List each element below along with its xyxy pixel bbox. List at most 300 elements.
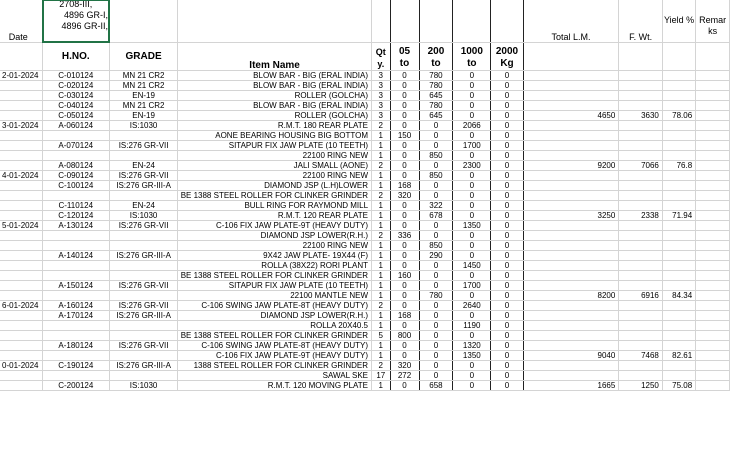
cell-hno[interactable]: C-050124: [42, 111, 110, 121]
cell-hno[interactable]: [42, 331, 110, 341]
cell-grade[interactable]: [110, 151, 178, 161]
cell-date[interactable]: [0, 201, 42, 211]
cell-hno[interactable]: [42, 231, 110, 241]
cell-range-200[interactable]: 0: [419, 131, 453, 141]
cell-range-05[interactable]: 0: [390, 351, 419, 361]
cell-item-name[interactable]: 22100 RING NEW: [178, 171, 372, 181]
cell-hno[interactable]: [42, 351, 110, 361]
cell-item-name[interactable]: ROLLER (GOLCHA): [178, 91, 372, 101]
cell-total-lm[interactable]: [523, 311, 619, 321]
cell-remarks[interactable]: [696, 331, 730, 341]
cell-range-1000[interactable]: 1700: [453, 281, 491, 291]
cell-range-05[interactable]: 0: [390, 111, 419, 121]
cell-date[interactable]: [0, 261, 42, 271]
cell-qty[interactable]: 1: [372, 341, 391, 351]
cell-item-name[interactable]: SAWAL SKE: [178, 371, 372, 381]
cell-range-200[interactable]: 0: [419, 141, 453, 151]
cell-hno[interactable]: [42, 271, 110, 281]
cell-qty[interactable]: 2: [372, 121, 391, 131]
cell-grade[interactable]: EN-19: [110, 91, 178, 101]
cell-qty[interactable]: 1: [372, 241, 391, 251]
cell-range-1000[interactable]: 2066: [453, 121, 491, 131]
header-total-lm[interactable]: Total L.M.: [523, 0, 619, 43]
cell-qty[interactable]: 1: [372, 351, 391, 361]
cell-hno[interactable]: [42, 261, 110, 271]
cell-grade[interactable]: IS:1030: [110, 381, 178, 391]
cell-remarks[interactable]: [696, 381, 730, 391]
cell-qty[interactable]: 1: [372, 141, 391, 151]
cell-item-name[interactable]: 22100 RING NEW: [178, 151, 372, 161]
cell-item-name[interactable]: R.M.T. 120 REAR PLATE: [178, 211, 372, 221]
cell-yield[interactable]: [662, 311, 695, 321]
cell-total-lm[interactable]: 8200: [523, 291, 619, 301]
cell-hno[interactable]: C-100124: [42, 181, 110, 191]
header2-empty-date[interactable]: [0, 43, 42, 71]
cell-range-05[interactable]: 0: [390, 381, 419, 391]
cell-range-05[interactable]: 0: [390, 161, 419, 171]
cell-remarks[interactable]: [696, 311, 730, 321]
header-range-2000[interactable]: [491, 43, 523, 71]
cell-remarks[interactable]: [696, 291, 730, 301]
cell-grade[interactable]: EN-24: [110, 161, 178, 171]
cell-range-200[interactable]: 0: [419, 221, 453, 231]
header-item-name[interactable]: Item Name: [178, 43, 372, 71]
cell-range-1000[interactable]: 0: [453, 291, 491, 301]
cell-remarks[interactable]: [696, 251, 730, 261]
cell-fwt[interactable]: [619, 321, 663, 331]
cell-item-name[interactable]: C-106 SWING JAW PLATE-8T (HEAVY DUTY): [178, 341, 372, 351]
cell-item-name[interactable]: C-106 SWING JAW PLATE-8T (HEAVY DUTY): [178, 301, 372, 311]
cell-remarks[interactable]: [696, 201, 730, 211]
cell-hno[interactable]: [42, 371, 110, 381]
cell-total-lm[interactable]: [523, 281, 619, 291]
cell-fwt[interactable]: [619, 271, 663, 281]
cell-total-lm[interactable]: [523, 331, 619, 341]
cell-remarks[interactable]: [696, 151, 730, 161]
cell-range-200[interactable]: 0: [419, 191, 453, 201]
cell-range-200[interactable]: 0: [419, 281, 453, 291]
header-fwt[interactable]: F. Wt.: [619, 0, 663, 43]
cell-yield[interactable]: [662, 231, 695, 241]
cell-range-1000[interactable]: 0: [453, 151, 491, 161]
cell-range-200[interactable]: 780: [419, 71, 453, 81]
cell-hno[interactable]: A-130124: [42, 221, 110, 231]
cell-total-lm[interactable]: [523, 81, 619, 91]
cell-range-200[interactable]: 645: [419, 111, 453, 121]
cell-qty[interactable]: 2: [372, 231, 391, 241]
cell-range-2000[interactable]: 0: [491, 221, 523, 231]
cell-remarks[interactable]: [696, 321, 730, 331]
cell-range-2000[interactable]: 0: [491, 171, 523, 181]
header-empty-grade[interactable]: [110, 0, 178, 43]
cell-range-05[interactable]: 0: [390, 211, 419, 221]
cell-yield[interactable]: [662, 221, 695, 231]
cell-range-1000[interactable]: 0: [453, 251, 491, 261]
cell-fwt[interactable]: [619, 341, 663, 351]
cell-range-2000[interactable]: 0: [491, 181, 523, 191]
cell-range-200[interactable]: 0: [419, 321, 453, 331]
cell-total-lm[interactable]: [523, 371, 619, 381]
cell-yield[interactable]: 76.8: [662, 161, 695, 171]
cell-yield[interactable]: [662, 201, 695, 211]
cell-yield[interactable]: 84.34: [662, 291, 695, 301]
cell-remarks[interactable]: [696, 81, 730, 91]
cell-item-name[interactable]: JALI SMALL (AONE): [178, 161, 372, 171]
cell-grade[interactable]: IS:276 GR-VII: [110, 341, 178, 351]
cell-fwt[interactable]: [619, 71, 663, 81]
cell-range-2000[interactable]: 0: [491, 131, 523, 141]
cell-hno[interactable]: [42, 241, 110, 251]
cell-total-lm[interactable]: [523, 101, 619, 111]
cell-grade[interactable]: IS:276 GR-III-A: [110, 181, 178, 191]
cell-grade[interactable]: [110, 231, 178, 241]
cell-item-name[interactable]: DIAMOND JSP (L.H)LOWER: [178, 181, 372, 191]
cell-item-name[interactable]: 1388 STEEL ROLLER FOR CLINKER GRINDER: [178, 361, 372, 371]
cell-yield[interactable]: [662, 241, 695, 251]
cell-range-1000[interactable]: 0: [453, 101, 491, 111]
cell-range-05[interactable]: 168: [390, 181, 419, 191]
cell-yield[interactable]: [662, 271, 695, 281]
cell-fwt[interactable]: [619, 91, 663, 101]
cell-yield[interactable]: [662, 141, 695, 151]
cell-fwt[interactable]: [619, 101, 663, 111]
cell-range-1000[interactable]: 0: [453, 331, 491, 341]
cell-range-2000[interactable]: 0: [491, 71, 523, 81]
cell-range-200[interactable]: 850: [419, 241, 453, 251]
cell-qty[interactable]: 1: [372, 271, 391, 281]
cell-range-2000[interactable]: 0: [491, 251, 523, 261]
cell-remarks[interactable]: [696, 231, 730, 241]
cell-range-200[interactable]: 850: [419, 151, 453, 161]
cell-hno[interactable]: C-190124: [42, 361, 110, 371]
cell-hno[interactable]: [42, 291, 110, 301]
cell-qty[interactable]: 1: [372, 171, 391, 181]
cell-range-1000[interactable]: 0: [453, 111, 491, 121]
cell-range-05[interactable]: 320: [390, 361, 419, 371]
cell-yield[interactable]: [662, 171, 695, 181]
cell-range-05[interactable]: 0: [390, 171, 419, 181]
cell-date[interactable]: [0, 371, 42, 381]
cell-remarks[interactable]: [696, 91, 730, 101]
cell-range-2000[interactable]: 0: [491, 321, 523, 331]
cell-date[interactable]: [0, 131, 42, 141]
cell-qty[interactable]: 1: [372, 151, 391, 161]
cell-yield[interactable]: [662, 331, 695, 341]
cell-qty[interactable]: 1: [372, 321, 391, 331]
cell-remarks[interactable]: [696, 221, 730, 231]
cell-range-05[interactable]: 0: [390, 91, 419, 101]
cell-range-1000[interactable]: 2300: [453, 161, 491, 171]
cell-total-lm[interactable]: [523, 221, 619, 231]
cell-range-1000[interactable]: 2640: [453, 301, 491, 311]
cell-grade[interactable]: IS:276 GR-VII: [110, 141, 178, 151]
cell-range-1000[interactable]: 1320: [453, 341, 491, 351]
cell-item-name[interactable]: 22100 RING NEW: [178, 241, 372, 251]
cell-qty[interactable]: 2: [372, 191, 391, 201]
cell-date[interactable]: [0, 91, 42, 101]
cell-range-1000[interactable]: 1190: [453, 321, 491, 331]
cell-grade[interactable]: [110, 331, 178, 341]
cell-yield[interactable]: [662, 321, 695, 331]
cell-qty[interactable]: 2: [372, 161, 391, 171]
header-empty-1000[interactable]: [453, 0, 491, 43]
cell-yield[interactable]: [662, 121, 695, 131]
cell-fwt[interactable]: [619, 121, 663, 131]
cell-remarks[interactable]: [696, 191, 730, 201]
cell-item-name[interactable]: 9X42 JAW PLATE- 19X44 (F): [178, 251, 372, 261]
cell-range-200[interactable]: 0: [419, 231, 453, 241]
cell-date[interactable]: 0-01-2024: [0, 361, 42, 371]
cell-range-2000[interactable]: 0: [491, 91, 523, 101]
cell-yield[interactable]: [662, 301, 695, 311]
cell-fwt[interactable]: [619, 151, 663, 161]
cell-range-200[interactable]: 780: [419, 291, 453, 301]
cell-hno[interactable]: A-060124: [42, 121, 110, 131]
cell-range-2000[interactable]: 0: [491, 311, 523, 321]
cell-range-05[interactable]: 150: [390, 131, 419, 141]
cell-total-lm[interactable]: [523, 341, 619, 351]
cell-range-1000[interactable]: 0: [453, 71, 491, 81]
cell-range-2000[interactable]: 0: [491, 351, 523, 361]
cell-hno[interactable]: A-170124: [42, 311, 110, 321]
header-date[interactable]: Date: [0, 0, 42, 43]
cell-range-05[interactable]: 0: [390, 71, 419, 81]
cell-range-2000[interactable]: 0: [491, 261, 523, 271]
cell-item-name[interactable]: ROLLA 20X40.5: [178, 321, 372, 331]
cell-fwt[interactable]: [619, 251, 663, 261]
cell-hno[interactable]: A-080124: [42, 161, 110, 171]
cell-qty[interactable]: 3: [372, 111, 391, 121]
cell-grade[interactable]: [110, 321, 178, 331]
cell-qty[interactable]: 3: [372, 91, 391, 101]
cell-range-2000[interactable]: 0: [491, 191, 523, 201]
cell-range-1000[interactable]: 0: [453, 231, 491, 241]
cell-remarks[interactable]: [696, 271, 730, 281]
cell-range-05[interactable]: 0: [390, 221, 419, 231]
cell-total-lm[interactable]: [523, 151, 619, 161]
cell-yield[interactable]: 75.08: [662, 381, 695, 391]
cell-fwt[interactable]: 6916: [619, 291, 663, 301]
cell-qty[interactable]: 1: [372, 131, 391, 141]
cell-remarks[interactable]: [696, 241, 730, 251]
cell-range-05[interactable]: 272: [390, 371, 419, 381]
cell-range-1000[interactable]: 0: [453, 201, 491, 211]
cell-grade[interactable]: IS:276 GR-VII: [110, 301, 178, 311]
cell-range-2000[interactable]: 0: [491, 81, 523, 91]
cell-qty[interactable]: 1: [372, 291, 391, 301]
cell-total-lm[interactable]: [523, 71, 619, 81]
cell-grade[interactable]: IS:276 GR-VII: [110, 281, 178, 291]
cell-item-name[interactable]: ROLLER (GOLCHA): [178, 111, 372, 121]
cell-item-name[interactable]: BE 1388 STEEL ROLLER FOR CLINKER GRINDER: [178, 191, 372, 201]
cell-range-2000[interactable]: 0: [491, 121, 523, 131]
cell-range-05[interactable]: 0: [390, 201, 419, 211]
cell-fwt[interactable]: 7468: [619, 351, 663, 361]
cell-yield[interactable]: 71.94: [662, 211, 695, 221]
cell-range-200[interactable]: 290: [419, 251, 453, 261]
cell-hno[interactable]: [42, 191, 110, 201]
cell-fwt[interactable]: 3630: [619, 111, 663, 121]
cell-range-200[interactable]: 0: [419, 121, 453, 131]
cell-range-05[interactable]: 0: [390, 321, 419, 331]
cell-date[interactable]: [0, 251, 42, 261]
cell-item-name[interactable]: DIAMOND JSP LOWER(R.H.): [178, 311, 372, 321]
cell-fwt[interactable]: 2338: [619, 211, 663, 221]
cell-range-05[interactable]: 0: [390, 101, 419, 111]
cell-range-2000[interactable]: 0: [491, 331, 523, 341]
cell-range-200[interactable]: 0: [419, 161, 453, 171]
cell-grade[interactable]: [110, 191, 178, 201]
cell-yield[interactable]: [662, 151, 695, 161]
cell-total-lm[interactable]: [523, 271, 619, 281]
cell-fwt[interactable]: [619, 261, 663, 271]
cell-item-name[interactable]: AONE BEARING HOUSING BIG BOTTOM: [178, 131, 372, 141]
cell-qty[interactable]: 2: [372, 361, 391, 371]
cell-hno[interactable]: A-160124: [42, 301, 110, 311]
cell-fwt[interactable]: [619, 361, 663, 371]
cell-range-05[interactable]: 0: [390, 301, 419, 311]
header-empty-2000[interactable]: [491, 0, 523, 43]
cell-grade[interactable]: [110, 261, 178, 271]
cell-remarks[interactable]: [696, 351, 730, 361]
cell-total-lm[interactable]: [523, 241, 619, 251]
cell-grade[interactable]: MN 21 CR2: [110, 101, 178, 111]
header2-empty-tlm[interactable]: [523, 43, 619, 71]
cell-hno[interactable]: A-180124: [42, 341, 110, 351]
cell-item-name[interactable]: DIAMOND JSP LOWER(R.H.): [178, 231, 372, 241]
cell-fwt[interactable]: [619, 141, 663, 151]
cell-qty[interactable]: 1: [372, 261, 391, 271]
cell-total-lm[interactable]: 4650: [523, 111, 619, 121]
cell-range-2000[interactable]: 0: [491, 371, 523, 381]
cell-range-200[interactable]: 678: [419, 211, 453, 221]
cell-remarks[interactable]: [696, 211, 730, 221]
cell-range-1000[interactable]: 1350: [453, 221, 491, 231]
cell-yield[interactable]: [662, 131, 695, 141]
cell-total-lm[interactable]: [523, 181, 619, 191]
cell-fwt[interactable]: [619, 331, 663, 341]
cell-range-05[interactable]: 336: [390, 231, 419, 241]
header-grade[interactable]: GRADE: [110, 43, 178, 71]
cell-qty[interactable]: 1: [372, 281, 391, 291]
header-yield[interactable]: Yield %: [662, 0, 695, 43]
cell-qty[interactable]: 17: [372, 371, 391, 381]
cell-range-200[interactable]: 780: [419, 101, 453, 111]
cell-fwt[interactable]: [619, 131, 663, 141]
header2-empty-yield[interactable]: [662, 43, 695, 71]
cell-total-lm[interactable]: [523, 261, 619, 271]
cell-qty[interactable]: 1: [372, 181, 391, 191]
cell-date[interactable]: [0, 381, 42, 391]
cell-date[interactable]: 2-01-2024: [0, 71, 42, 81]
cell-range-05[interactable]: 0: [390, 261, 419, 271]
cell-yield[interactable]: 82.61: [662, 351, 695, 361]
cell-total-lm[interactable]: 3250: [523, 211, 619, 221]
cell-range-05[interactable]: 0: [390, 251, 419, 261]
cell-fwt[interactable]: [619, 201, 663, 211]
cell-qty[interactable]: 1: [372, 311, 391, 321]
cell-grade[interactable]: MN 21 CR2: [110, 81, 178, 91]
cell-date[interactable]: [0, 151, 42, 161]
cell-range-2000[interactable]: 0: [491, 361, 523, 371]
cell-date[interactable]: [0, 231, 42, 241]
cell-hno[interactable]: A-140124: [42, 251, 110, 261]
cell-item-name[interactable]: SITAPUR FIX JAW PLATE (10 TEETH): [178, 141, 372, 151]
cell-range-05[interactable]: 0: [390, 121, 419, 131]
cell-range-2000[interactable]: 0: [491, 231, 523, 241]
cell-yield[interactable]: [662, 361, 695, 371]
cell-range-200[interactable]: 322: [419, 201, 453, 211]
cell-hno[interactable]: [42, 151, 110, 161]
cell-total-lm[interactable]: [523, 251, 619, 261]
cell-date[interactable]: [0, 291, 42, 301]
cell-total-lm[interactable]: [523, 191, 619, 201]
cell-range-200[interactable]: 645: [419, 91, 453, 101]
cell-remarks[interactable]: [696, 101, 730, 111]
cell-remarks[interactable]: [696, 161, 730, 171]
cell-range-200[interactable]: 0: [419, 301, 453, 311]
cell-remarks[interactable]: [696, 111, 730, 121]
cell-range-200[interactable]: 0: [419, 331, 453, 341]
cell-range-1000[interactable]: 0: [453, 191, 491, 201]
cell-date[interactable]: [0, 211, 42, 221]
cell-remarks[interactable]: [696, 261, 730, 271]
cell-grade[interactable]: IS:1030: [110, 211, 178, 221]
cell-grade[interactable]: IS:276 GR-VII: [110, 221, 178, 231]
cell-item-name[interactable]: BLOW BAR - BIG (ERAL INDIA): [178, 71, 372, 81]
cell-item-name[interactable]: BLOW BAR - BIG (ERAL INDIA): [178, 101, 372, 111]
cell-hno[interactable]: C-030124: [42, 91, 110, 101]
cell-range-1000[interactable]: 1450: [453, 261, 491, 271]
cell-total-lm[interactable]: [523, 121, 619, 131]
cell-yield[interactable]: 78.06: [662, 111, 695, 121]
cell-fwt[interactable]: [619, 231, 663, 241]
cell-remarks[interactable]: [696, 141, 730, 151]
cell-range-05[interactable]: 800: [390, 331, 419, 341]
cell-range-2000[interactable]: 0: [491, 211, 523, 221]
cell-range-1000[interactable]: 0: [453, 91, 491, 101]
cell-date[interactable]: 4-01-2024: [0, 171, 42, 181]
cell-item-name[interactable]: BULL RING FOR RAYMOND MILL: [178, 201, 372, 211]
cell-date[interactable]: [0, 271, 42, 281]
cell-fwt[interactable]: [619, 81, 663, 91]
cell-item-name[interactable]: 22100 MANTLE NEW: [178, 291, 372, 301]
cell-qty[interactable]: 1: [372, 201, 391, 211]
cell-hno[interactable]: C-090124: [42, 171, 110, 181]
cell-total-lm[interactable]: 9200: [523, 161, 619, 171]
cell-yield[interactable]: [662, 371, 695, 381]
cell-range-1000[interactable]: 0: [453, 241, 491, 251]
cell-date[interactable]: [0, 161, 42, 171]
cell-total-lm[interactable]: [523, 141, 619, 151]
header-hno[interactable]: H.NO.: [42, 43, 110, 71]
cell-item-name[interactable]: BLOW BAR - BIG (ERAL INDIA): [178, 81, 372, 91]
cell-range-2000[interactable]: 0: [491, 241, 523, 251]
cell-qty[interactable]: 1: [372, 251, 391, 261]
cell-date[interactable]: [0, 181, 42, 191]
cell-fwt[interactable]: [619, 301, 663, 311]
cell-hno[interactable]: [42, 131, 110, 141]
cell-grade[interactable]: [110, 241, 178, 251]
cell-range-200[interactable]: 0: [419, 341, 453, 351]
cell-range-200[interactable]: 658: [419, 381, 453, 391]
cell-range-200[interactable]: 0: [419, 271, 453, 281]
cell-date[interactable]: [0, 101, 42, 111]
cell-date[interactable]: 3-01-2024: [0, 121, 42, 131]
cell-date[interactable]: [0, 321, 42, 331]
cell-grade[interactable]: EN-19: [110, 111, 178, 121]
cell-range-1000[interactable]: 0: [453, 311, 491, 321]
